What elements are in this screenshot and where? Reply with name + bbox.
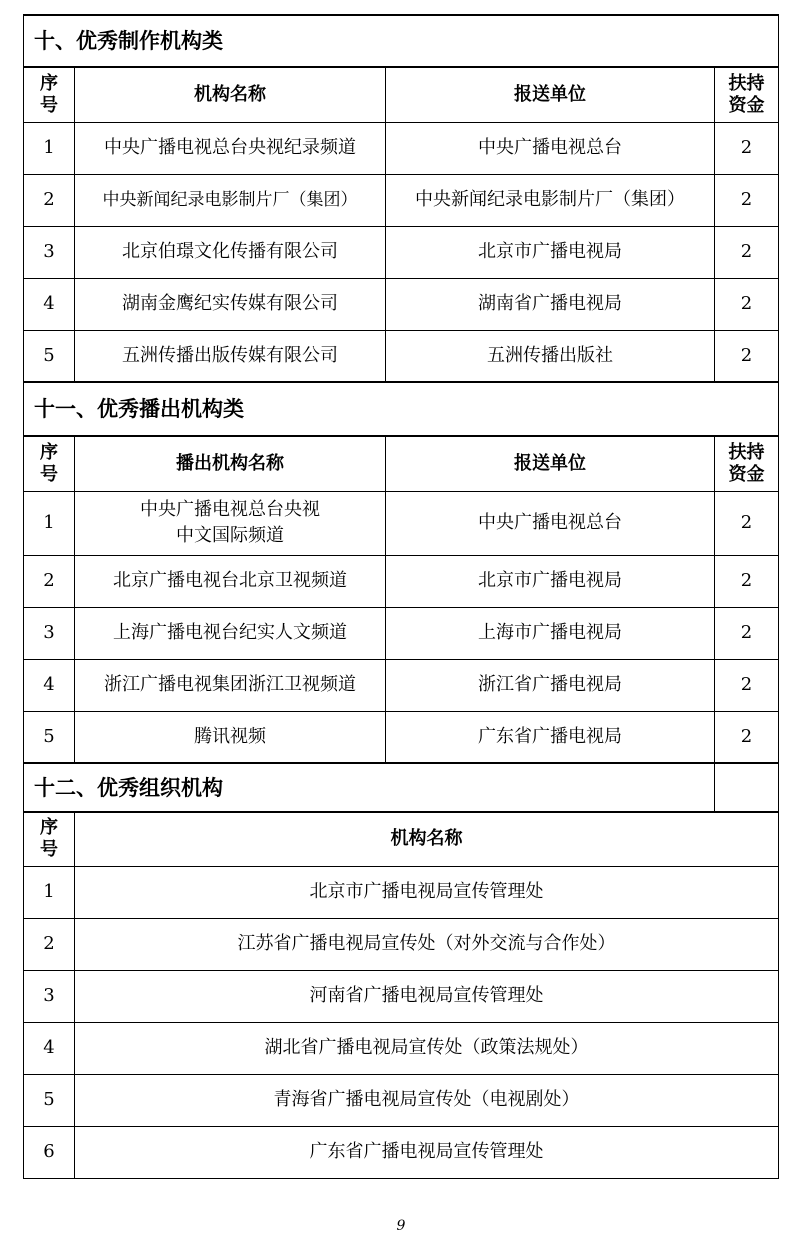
row-fund: 2 xyxy=(715,491,779,555)
row-name: 湖北省广播电视局宣传处（政策法规处） xyxy=(75,1022,779,1074)
row-no: 3 xyxy=(24,607,75,659)
table-row xyxy=(24,491,779,555)
row-name: 腾讯视频 xyxy=(75,711,386,763)
row-no: 4 xyxy=(24,659,75,711)
table-row xyxy=(24,659,779,711)
row-name: 五洲传播出版传媒有限公司 xyxy=(75,330,386,382)
row-fund: 2 xyxy=(715,330,779,382)
row-unit: 上海市广播电视局 xyxy=(386,607,715,659)
row-fund: 2 xyxy=(715,278,779,330)
row-unit: 广东省广播电视局 xyxy=(386,711,715,763)
row-name: 北京市广播电视局宣传管理处 xyxy=(75,866,779,918)
row-fund: 2 xyxy=(715,555,779,607)
row-unit: 中央广播电视总台 xyxy=(386,122,715,174)
page-number: 9 xyxy=(396,1218,406,1234)
table-row xyxy=(24,174,779,226)
row-no: 5 xyxy=(24,330,75,382)
header-unit: 报送单位 xyxy=(386,436,715,491)
row-name: 上海广播电视台纪实人文频道 xyxy=(75,607,386,659)
row-no: 2 xyxy=(24,918,75,970)
row-no: 2 xyxy=(24,174,75,226)
row-fund: 2 xyxy=(715,174,779,226)
header-name: 机构名称 xyxy=(75,812,779,866)
table-row xyxy=(24,1126,779,1178)
section-title: 十、优秀制作机构类 xyxy=(24,15,779,67)
row-fund: 2 xyxy=(715,711,779,763)
row-name: 中央新闻纪录电影制片厂（集团） xyxy=(75,174,386,226)
section-title: 十二、优秀组织机构 xyxy=(24,763,715,812)
row-unit: 北京市广播电视局 xyxy=(386,226,715,278)
header-fund: 扶持 资金 xyxy=(715,67,779,122)
table-row xyxy=(24,330,779,382)
section-title-row xyxy=(24,763,779,812)
table-row xyxy=(24,607,779,659)
row-no: 1 xyxy=(24,491,75,555)
row-no: 1 xyxy=(24,866,75,918)
table-row xyxy=(24,866,779,918)
table-row xyxy=(24,1022,779,1074)
row-unit: 湖南省广播电视局 xyxy=(386,278,715,330)
table-row xyxy=(24,970,779,1022)
row-name: 浙江广播电视集团浙江卫视频道 xyxy=(75,659,386,711)
header-unit: 报送单位 xyxy=(386,67,715,122)
table-row xyxy=(24,1074,779,1126)
row-no: 3 xyxy=(24,970,75,1022)
row-no: 2 xyxy=(24,555,75,607)
row-fund: 2 xyxy=(715,226,779,278)
table-row xyxy=(24,711,779,763)
table-row xyxy=(24,918,779,970)
awards-table xyxy=(23,14,779,1179)
header-no: 序 号 xyxy=(24,812,75,866)
row-no: 4 xyxy=(24,278,75,330)
row-unit: 浙江省广播电视局 xyxy=(386,659,715,711)
row-no: 3 xyxy=(24,226,75,278)
row-name: 河南省广播电视局宣传管理处 xyxy=(75,970,779,1022)
table-row xyxy=(24,122,779,174)
header-name: 机构名称 xyxy=(75,67,386,122)
row-name: 中央广播电视总台央视纪录频道 xyxy=(75,122,386,174)
row-name: 北京伯璟文化传播有限公司 xyxy=(75,226,386,278)
table-header-row xyxy=(24,812,779,866)
row-no: 5 xyxy=(24,711,75,763)
table-row xyxy=(24,278,779,330)
table-header-row xyxy=(24,67,779,122)
row-name: 北京广播电视台北京卫视频道 xyxy=(75,555,386,607)
row-unit: 中央广播电视总台 xyxy=(386,491,715,555)
row-no: 5 xyxy=(24,1074,75,1126)
header-name: 播出机构名称 xyxy=(75,436,386,491)
row-name: 青海省广播电视局宣传处（电视剧处） xyxy=(75,1074,779,1126)
header-no: 序 号 xyxy=(24,436,75,491)
section-title-row xyxy=(24,382,779,436)
row-no: 6 xyxy=(24,1126,75,1178)
row-unit: 北京市广播电视局 xyxy=(386,555,715,607)
row-unit: 五洲传播出版社 xyxy=(386,330,715,382)
table-row xyxy=(24,555,779,607)
section-title: 十一、优秀播出机构类 xyxy=(24,382,779,436)
row-fund: 2 xyxy=(715,607,779,659)
section-title-row xyxy=(24,15,779,67)
table-row xyxy=(24,226,779,278)
row-name: 江苏省广播电视局宣传处（对外交流与合作处） xyxy=(75,918,779,970)
row-name: 广东省广播电视局宣传管理处 xyxy=(75,1126,779,1178)
table-header-row xyxy=(24,436,779,491)
header-no: 序 号 xyxy=(24,67,75,122)
row-fund: 2 xyxy=(715,659,779,711)
row-name: 湖南金鹰纪实传媒有限公司 xyxy=(75,278,386,330)
empty-cell xyxy=(715,763,779,812)
header-fund: 扶持 资金 xyxy=(715,436,779,491)
row-no: 4 xyxy=(24,1022,75,1074)
row-fund: 2 xyxy=(715,122,779,174)
row-unit: 中央新闻纪录电影制片厂（集团） xyxy=(386,174,715,226)
row-no: 1 xyxy=(24,122,75,174)
row-name: 中央广播电视总台央视 中文国际频道 xyxy=(75,491,386,555)
